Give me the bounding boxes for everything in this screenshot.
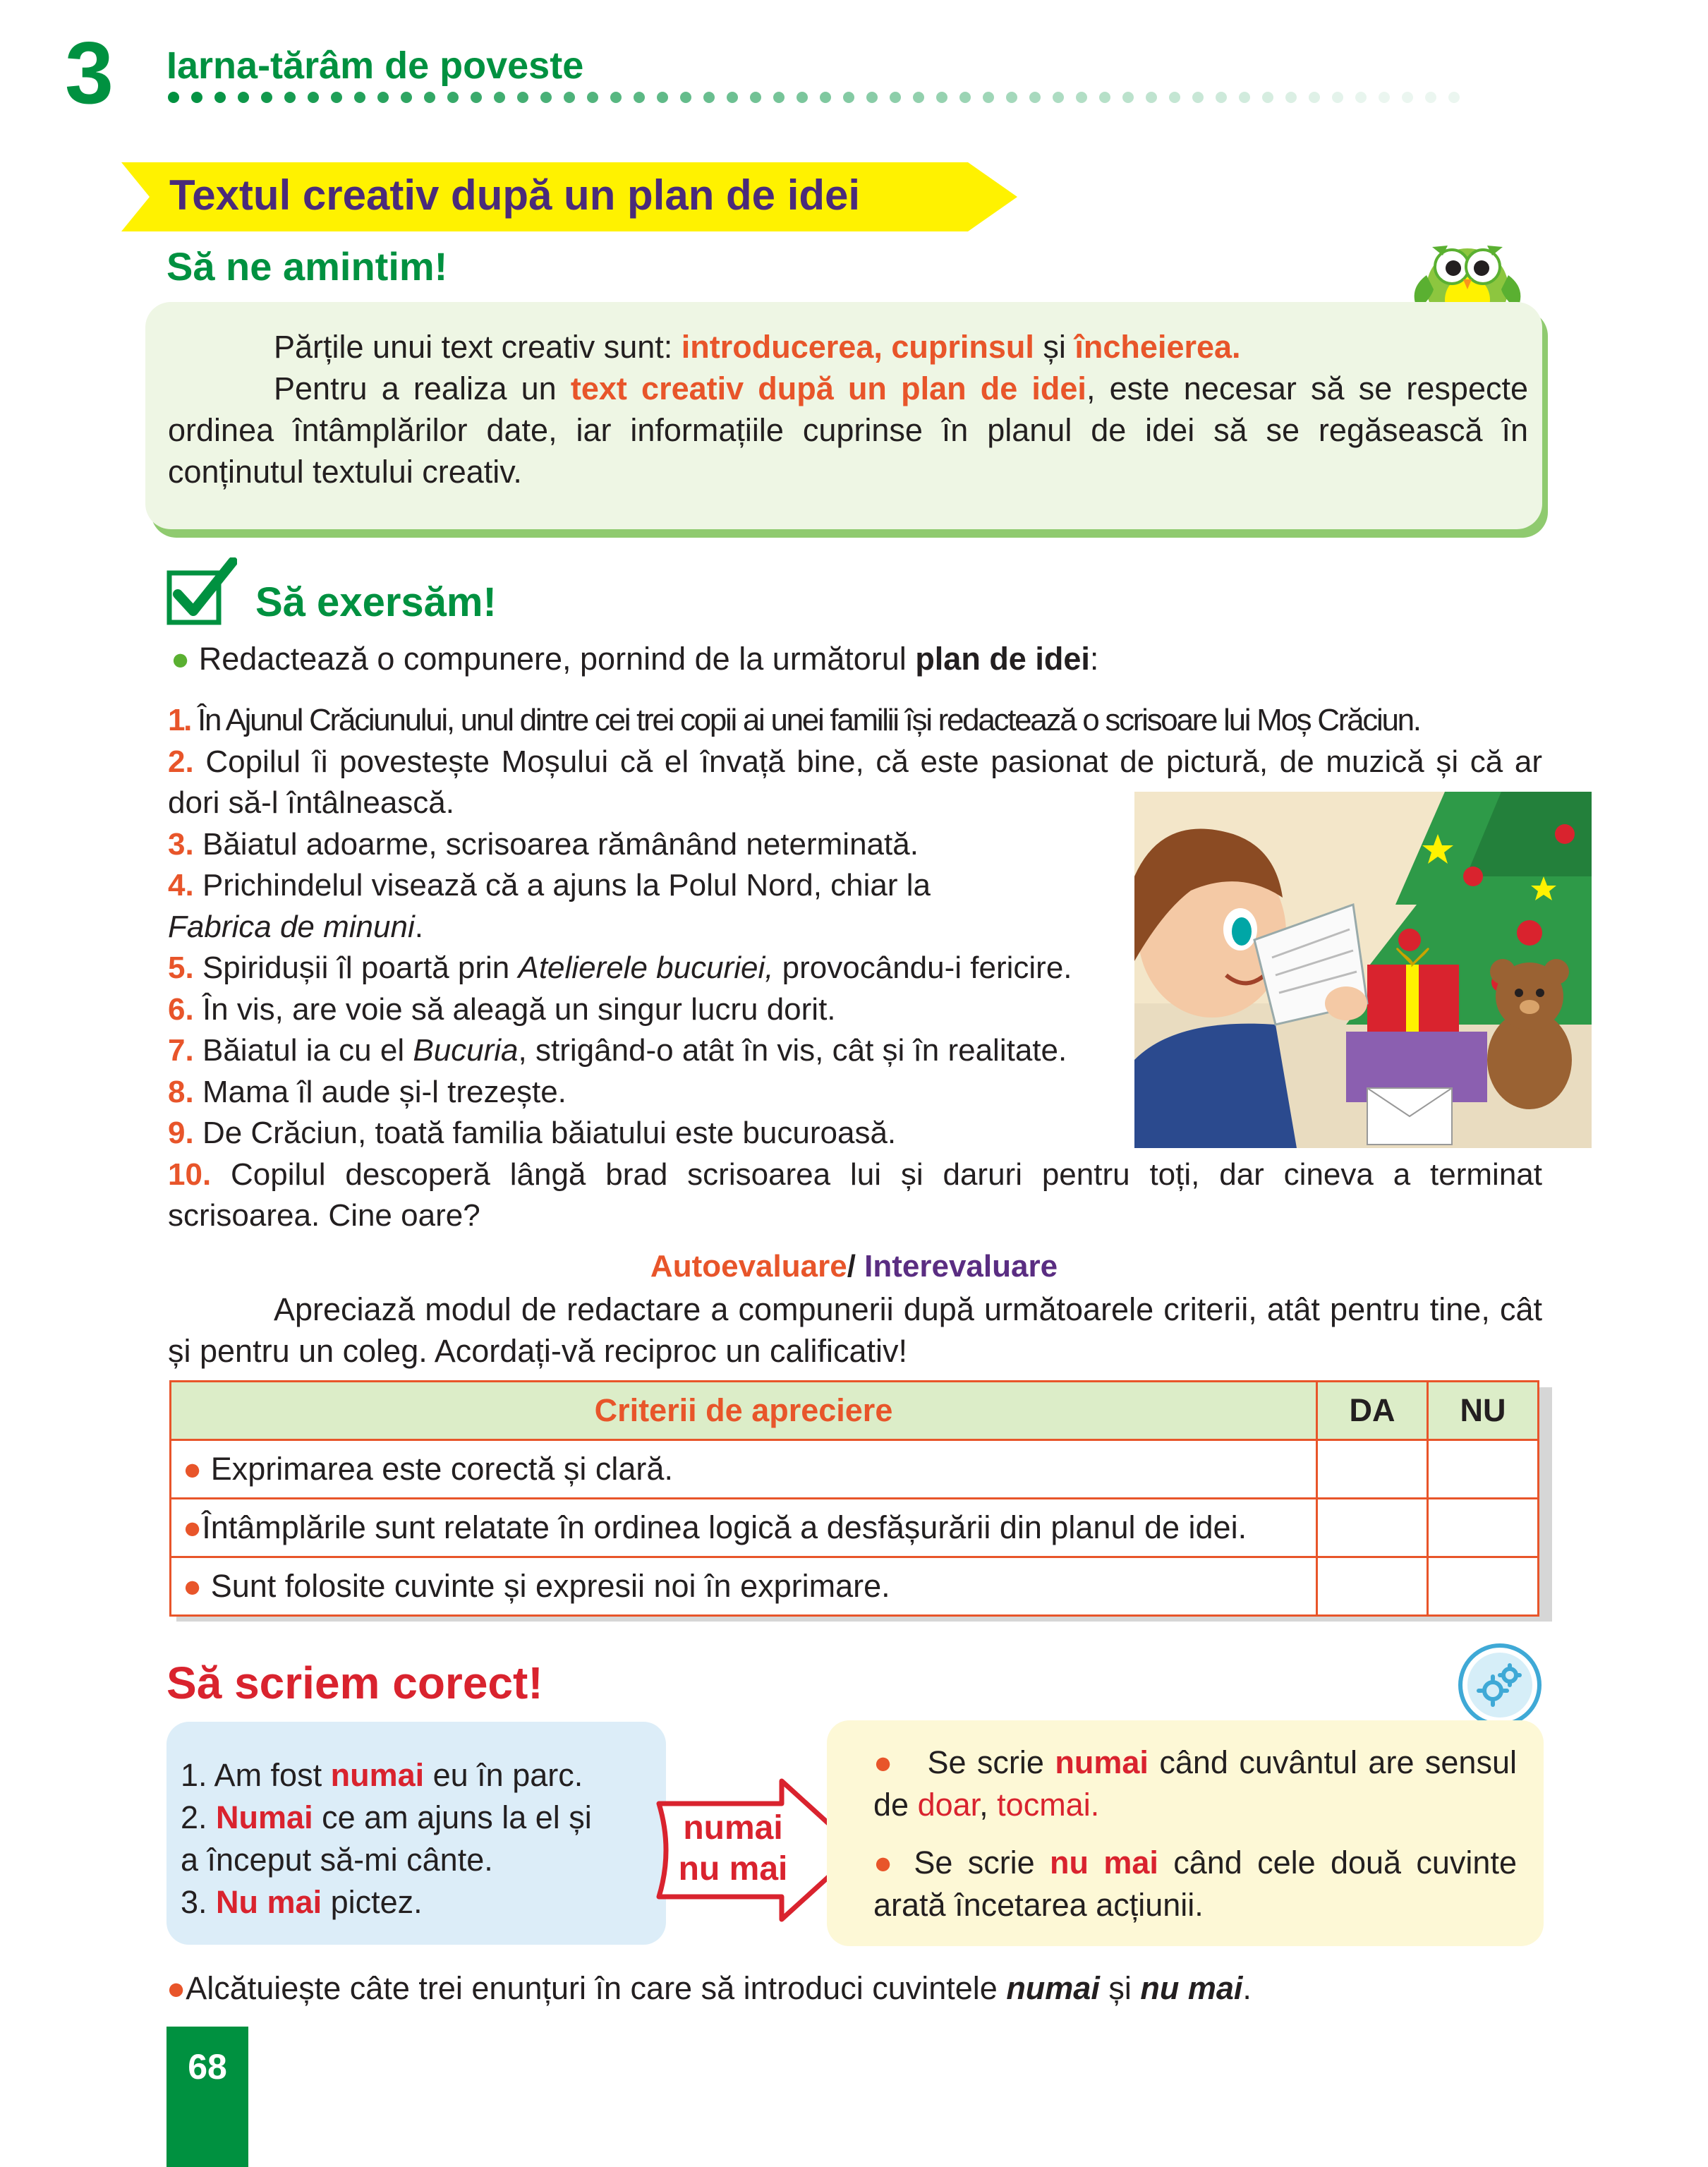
nu-checkbox-cell[interactable] <box>1428 1440 1539 1499</box>
divider-dot <box>727 92 738 103</box>
divider-dot <box>1029 92 1041 103</box>
examples-text: 1. Am fost numai eu în parc. 2. Numai ce am ajuns la el și a început să-mi cânte. 3. Nu mai pictez. <box>181 1757 592 1920</box>
nu-checkbox-cell[interactable] <box>1428 1557 1539 1616</box>
criterion-cell: ●Întâmplările sunt relatate în ordinea logică a desfășurării din planul de idei. <box>171 1499 1317 1557</box>
divider-dot <box>773 92 785 103</box>
divider-dot <box>1262 92 1273 103</box>
divider-dot <box>284 92 296 103</box>
list-item: 6. În vis, are voie să aleagă un singur lucru dorit. <box>168 991 836 1027</box>
divider-dot <box>1332 92 1343 103</box>
table-header-row <box>171 1382 1539 1440</box>
table-row <box>171 1557 1539 1616</box>
list-item: 9. De Crăciun, toată familia băiatului este bucuroasă. <box>168 1116 897 1150</box>
divider-dot <box>913 92 924 103</box>
criteria-header: Criterii de apreciere <box>171 1382 1317 1440</box>
divider-dot <box>797 92 808 103</box>
divider-dot <box>1239 92 1250 103</box>
divider-dot <box>634 92 645 103</box>
correct-writing-heading: Să scriem corect! <box>166 1658 543 1708</box>
list-item: 10. Copilul descoperă lângă brad scrisoarea lui și daruri pentru toți, dar cineva a terminat scrisoarea. Cine oare? <box>168 1157 1542 1233</box>
nu-header: NU <box>1428 1382 1539 1440</box>
criterion-cell: ● Sunt folosite cuvinte și expresii noi în exprimare. <box>171 1557 1317 1616</box>
divider-dot <box>1355 92 1367 103</box>
list-item: 1. În Ajunul Crăciunului, unul dintre cei trei copii ai unei familii își redactează o scrisoare lui Moș Crăciun. <box>168 703 1420 737</box>
table-row <box>171 1499 1539 1557</box>
divider-dot <box>238 92 249 103</box>
bullet-icon: ● <box>183 1509 202 1545</box>
list-item: 3. Băiatul adoarme, scrisoarea rămânând neterminată. <box>168 826 919 862</box>
divider-dot <box>680 92 691 103</box>
da-checkbox-cell[interactable] <box>1317 1499 1428 1557</box>
divider-dot <box>1169 92 1180 103</box>
nu-checkbox-cell[interactable] <box>1428 1499 1539 1557</box>
divider-dot <box>354 92 365 103</box>
divider-dot <box>703 92 715 103</box>
divider-dot <box>191 92 202 103</box>
list-item: 4. Prichindelul visează că a ajuns la Polul Nord, chiar la Fabrica de minuni. <box>168 868 931 944</box>
divider-dot <box>936 92 947 103</box>
divider-dot <box>401 92 412 103</box>
divider-dot <box>564 92 575 103</box>
bullet-icon: ● <box>166 1970 186 2006</box>
divider-dot <box>214 92 226 103</box>
divider-dot <box>377 92 389 103</box>
divider-dot <box>517 92 528 103</box>
checkmark-icon <box>166 557 237 625</box>
page-number: 68 <box>188 2047 227 2087</box>
divider-dot <box>1076 92 1087 103</box>
divider-dot <box>1285 92 1297 103</box>
divider-dot <box>331 92 342 103</box>
gears-icon <box>1458 1643 1542 1727</box>
exercise-heading: Să exersăm! <box>255 579 497 625</box>
bullet-icon: ● <box>873 1744 895 1780</box>
final-task: ●Alcătuiește câte trei enunțuri în care să introduci cuvintele numai și nu mai. <box>166 1970 1252 2006</box>
divider-dot <box>657 92 668 103</box>
list-item: 7. Băiatul ia cu el Bucuria, strigând-o atât în vis, cât și în realitate. <box>168 1033 1067 1068</box>
divider-dot <box>587 92 598 103</box>
divider-dot <box>1099 92 1110 103</box>
evaluation-text: Apreciază modul de redactare a compunerii după următoarele criterii, atât pentru tine, cât și pentru un coleg. Acordați-vă reciproc un calificativ! <box>168 1291 1542 1369</box>
divider-dot <box>168 92 179 103</box>
rules-text: ● Se scrie numai când cuvântul are sensul de doar, tocmai. ● Se scrie nu mai când cele două cuvinte arată încetarea acțiunii. <box>873 1744 1517 1923</box>
list-item: 2. Copilul îi povestește Moșului că el învață bine, că este pasionat de pictură, de muzică și că ar dori să-l întâlnească. <box>168 744 1542 820</box>
exercise-task: ● Redactează o compunere, pornind de la următorul plan de idei: <box>171 641 1099 677</box>
bullet-icon: ● <box>171 641 190 677</box>
section-title: Textul creativ după un plan de idei <box>169 171 861 219</box>
divider-dot <box>983 92 994 103</box>
evaluation-title: Autoevaluare/ Interevaluare <box>650 1249 1058 1284</box>
divider-dot <box>1053 92 1064 103</box>
chapter-number: 3 <box>65 25 114 122</box>
arrow-label: numai nu mai <box>678 1809 788 1888</box>
da-header: DA <box>1317 1382 1428 1440</box>
criteria-table <box>169 1380 1539 1617</box>
divider-dot <box>1309 92 1320 103</box>
divider-dot <box>959 92 971 103</box>
divider-dot <box>1146 92 1157 103</box>
divider-dot <box>890 92 901 103</box>
table-row <box>171 1440 1539 1499</box>
da-checkbox-cell[interactable] <box>1317 1440 1428 1499</box>
divider-dot <box>1379 92 1390 103</box>
bullet-icon: ● <box>183 1568 202 1604</box>
divider-dot <box>447 92 459 103</box>
divider-dot <box>1006 92 1017 103</box>
christmas-illustration <box>1134 792 1592 1148</box>
divider-dot <box>308 92 319 103</box>
list-item: 8. Mama îl aude și-l trezește. <box>168 1074 567 1109</box>
divider-dot <box>1216 92 1227 103</box>
criterion-cell: ● Exprimarea este corectă și clară. <box>171 1440 1317 1499</box>
remember-heading: Să ne amintim! <box>166 244 448 289</box>
divider-dot <box>424 92 435 103</box>
dotted-divider <box>166 90 1479 104</box>
da-checkbox-cell[interactable] <box>1317 1557 1428 1616</box>
divider-dot <box>1122 92 1134 103</box>
divider-dot <box>261 92 272 103</box>
bullet-icon: ● <box>183 1451 202 1487</box>
divider-dot <box>1402 92 1413 103</box>
bullet-icon: ● <box>873 1845 899 1881</box>
chapter-title: Iarna-tărâm de poveste <box>166 44 584 87</box>
divider-dot <box>750 92 761 103</box>
list-item: 5. Spiridușii îl poartă prin Atelierele bucuriei, provocându-i fericire. <box>168 950 1072 985</box>
divider-dot <box>1448 92 1460 103</box>
divider-dot <box>471 92 482 103</box>
divider-dot <box>866 92 878 103</box>
divider-dot <box>610 92 622 103</box>
remember-text: Părțile unui text creativ sunt: introducerea, cuprinsul și încheierea. Pentru a realiza un text creativ după un plan de idei, este necesar să se respecte ordinea întâmplărilor date, iar informațiile cuprinse în planul de idei să se regăsească în conținutul textului creativ. <box>168 329 1529 490</box>
divider-dot <box>494 92 505 103</box>
divider-dot <box>540 92 552 103</box>
divider-dot <box>1192 92 1204 103</box>
divider-dot <box>1425 92 1436 103</box>
divider-dot <box>843 92 854 103</box>
divider-dot <box>820 92 831 103</box>
